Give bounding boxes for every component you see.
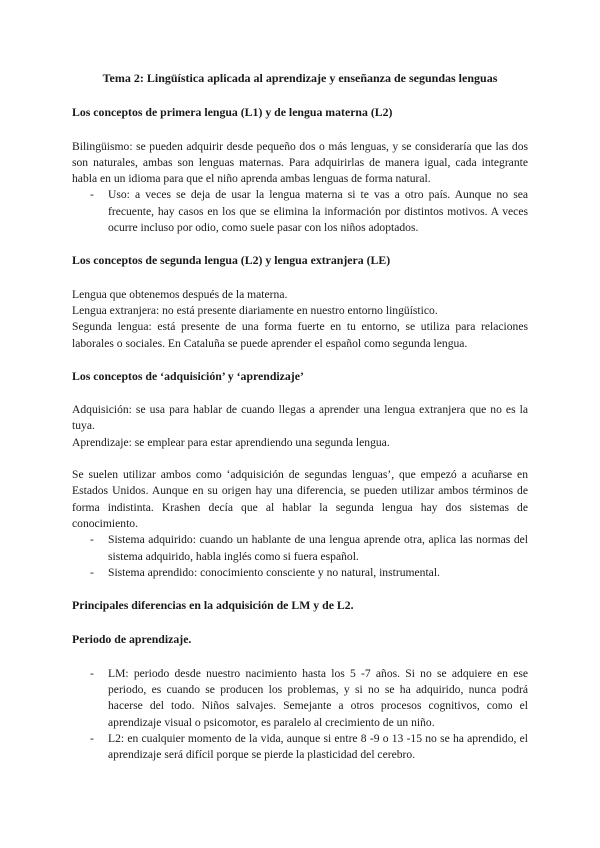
line-aprendizaje: Aprendizaje: se emplear para estar aprendiendo una segunda lengua. bbox=[72, 435, 390, 449]
paragraph-krashen: Se suelen utilizar ambos como ‘adquisición de segundas lenguas’, que empezó a acuñarse en Estados Unidos. Aunque en su origen hay una diferencia, se pueden utilizar ambos términos de forma indistinta. Krashen decía que al hablar la segunda lengua hay dos sistemas de conocimiento. bbox=[72, 468, 528, 530]
heading-diferencias: Principales diferencias en la adquisición de LM y de L2. bbox=[72, 598, 354, 613]
heading-adquisicion-aprendizaje: Los conceptos de ‘adquisición’ y ‘aprendizaje’ bbox=[72, 368, 304, 383]
heading-periodo: Periodo de aprendizaje. bbox=[72, 632, 192, 647]
heading-l2-lengua-extranjera: Los conceptos de segunda lengua (L2) y lengua extranjera (LE) bbox=[72, 253, 391, 268]
line-segunda-lengua: Segunda lengua: está presente de una forma fuerte en tu entorno, se utiliza para relaciones laborales o sociales. En Cataluña se puede aprender el español como segunda lengua. bbox=[72, 320, 528, 350]
document-title: Tema 2: Lingüística aplicada al aprendizaje y enseñanza de segundas lenguas bbox=[102, 71, 498, 85]
document-page bbox=[72, 70, 528, 764]
heading-l1-lengua-materna: Los conceptos de primera lengua (L1) y de lengua materna (L2) bbox=[72, 105, 393, 120]
list-item: - Uso: a veces se deja de usar la lengua materna si te vas a otro país. Aunque no sea frecuente, hay casos en los que se elimina la información por distintos motivos. A veces ocurre incluso por odio, como suele pasar con los niños adoptados. bbox=[90, 188, 528, 235]
line-adquisicion: Adquisición: se usa para hablar de cuando llegas a aprender una lengua extranjera que no es la tuya. bbox=[72, 403, 528, 433]
line-lengua-obtenida: Lengua que obtenemos después de la materna. bbox=[72, 287, 288, 301]
paragraph-bilinguismo: Bilingüismo: se pueden adquirir desde pequeño dos o más lenguas, y se consideraría que las dos son naturales, ambas son lenguas maternas. Para adquirirlas de manera igual, cada integrante habla en un idioma para que el niño aprenda ambas lenguas de forma natural. bbox=[72, 139, 528, 186]
bullet-list-periodo bbox=[72, 666, 528, 764]
list-item: - Sistema aprendido: conocimiento consciente y no natural, instrumental. bbox=[90, 565, 440, 579]
list-item: - L2: en cualquier momento de la vida, aunque si entre 8 -9 o 13 -15 no se ha aprendido, el aprendizaje será difícil porque se pierde la plasticidad del cerebro. bbox=[90, 731, 528, 762]
line-lengua-extranjera: Lengua extranjera: no está presente diariamente en nuestro entorno lingüístico. bbox=[72, 303, 438, 317]
list-item: - Sistema adquirido: cuando un hablante de una lengua aprende otra, aplica las normas del sistema adquirido, habla inglés como si fuera español. bbox=[90, 533, 528, 563]
bullet-list-sistemas bbox=[72, 532, 528, 581]
bullet-list-uso bbox=[72, 187, 528, 236]
list-item: - LM: periodo desde nuestro nacimiento hasta los 5 -7 años. Si no se adquiere en ese periodo, es cuando se producen los problemas, y si no se ha adquirido, nunca podrá hacerse del todo. Niños salvajes. Semejante a otros procesos cognitivos, como el aprendizaje visual o psicomotor, es paralelo al crecimiento de un niño. bbox=[90, 666, 528, 729]
